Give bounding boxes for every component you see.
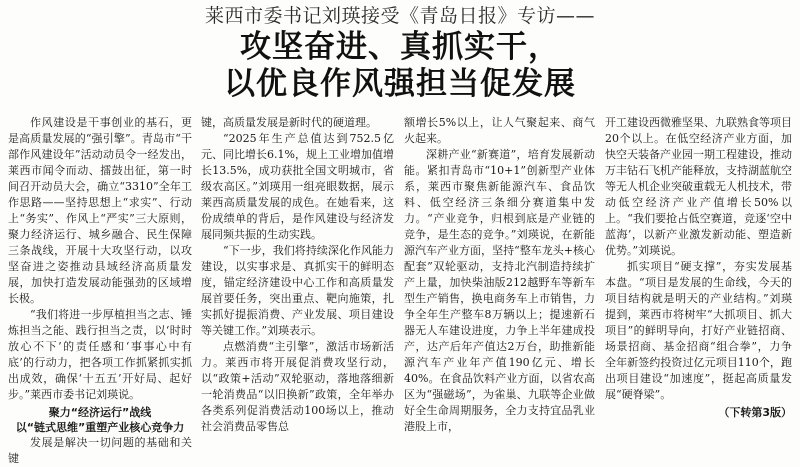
subhead-line1: 聚力“经济运行”战线 bbox=[48, 406, 152, 419]
headline-line1: 攻坚奋进、真抓实干， bbox=[240, 29, 560, 65]
paragraph: 抓实项目“硬支撑”，夯实发展基本盘。“项目是发展的生命线，今天的项目结构就是明天的产业结构。”刘瑛提到，莱西市将树牢“大抓项目、抓大项目”的鲜明导向，打好产业链招商、场景招商、基金招商“组合拳”，力争全年新签约投资过亿元项目110个，跑出项目建设“加速度”，挺起高质量发展“硬脊梁”。 bbox=[605, 260, 792, 401]
paragraph: “我们将进一步厚植担当之志、锤炼担当之能、践行担当之责，以‘时时放心不下’的责任感和‘事事心中有底’的行动力，把各项工作抓紧抓实抓出成效，确保‘十五五’开好局、起好步。”莱西市委书记刘瑛说。 bbox=[8, 308, 192, 401]
paragraph-continued: 额增长5%以上，让人气聚起来、商气火起来。 bbox=[404, 116, 595, 145]
column-4 bbox=[605, 115, 792, 419]
paragraph: 发展是解决一切问题的基础和关键 bbox=[8, 436, 192, 465]
paragraph: 深耕产业“新赛道”，培育发展新动能。紧扣青岛市“10+1”创新型产业体系，莱西市聚焦新能源汽车、食品饮料、低空经济三条细分赛道集中发力。“产业竞争，归根到底是产业链的竞争，是生态的竞争。”刘瑛说，在新能源汽车产业方面，坚持“整车龙头+核心配套”双轮驱动，支持北汽制造持续扩产上量，加快柴油版212越野车等新车型生产销售，换电商务车上市销售，力争全年生产整车8万辆以上；提速新石器无人车建设进度，力争上半年建成投产，达产后年产值达2万台，助推新能源汽车产业年产值190亿元、增长40%。在食品饮料产业方面，以省农高区为“强磁场”，为雀巢、九联等企业做好全生命周期服务，全力支持宜品乳业港股上市， bbox=[404, 148, 595, 433]
subhead-line2: 以“链式思维”重塑产业核心竞争力 bbox=[15, 421, 185, 434]
paragraph: “下一步，我们将持续深化作风能力建设，以实事求是、真抓实干的鲜明态度，锚定经济建设中心工作和高质量发展首要任务，突出重点、靶向施策，扎实抓好提振消费、产业发展、项目建设等关键工作。”刘瑛表示。 bbox=[201, 244, 394, 337]
headline-line2: 以优良作风强担当促发展 bbox=[224, 66, 576, 102]
column-3 bbox=[404, 115, 595, 433]
continued-note[interactable]: （下转第3版） bbox=[718, 406, 792, 419]
paragraph: 点燃消费“主引擎”，激活市场新活力。莱西市将开展促消费攻坚行动，以“政策+活动”双轮驱动，落地落细新一轮消费品“以旧换新”政策，全年举办各类系列促消费活动100场以上，推动社会消费品零售总 bbox=[201, 340, 394, 433]
kicker: 莱西市委书记刘瑛接受《青岛日报》专访—— bbox=[204, 5, 595, 27]
paragraph-continued: 开工建设西微雅坚果、九联熟食等项目20个以上。在低空经济产业方面，加快空天装备产业园一期工程建设，推动万丰钻石飞机产能释放，支持湖蓝航空等无人机企业突破重载无人机技术，带动低空经济产业产值增长50%以上。“我们要抢占低空赛道，竞逐‘空中蓝海’，以新产业激发新动能、塑造新优势。”刘瑛说。 bbox=[605, 116, 792, 257]
paragraph: 作风建设是干事创业的基石，更是高质量发展的“强引擎”。青岛市“干部作风建设年”活动动员令一经发出，莱西市闻令而动、擂鼓出征，第一时间召开动员大会，确立“3310”全年工作思路——坚持思想上“求实”、行动上“务实”、作风上“严实”三大原则，聚力经济运行、城乡融合、民生保障三条战线，开展十大攻坚行动，以攻坚奋进之姿推动县域经济高质量发展，加快打造发展动能强劲的区域增长极。 bbox=[8, 116, 192, 305]
subhead bbox=[8, 405, 192, 435]
paragraph: “2025年生产总值达到752.5亿元、同比增长6.1%，规上工业增加值增长13.5%，成功获批全国文明城市，省级农高区。”刘瑛用一组亮眼数据，展示莱西高质量发展的成色。在她看来，这份成绩单的背后，是作风建设与经济发展同频共振的生动实践。 bbox=[201, 132, 394, 241]
column-1 bbox=[8, 115, 192, 465]
paragraph-continued: 键，高质量发展是新时代的硬道理。 bbox=[201, 116, 377, 129]
column-2 bbox=[201, 115, 394, 433]
